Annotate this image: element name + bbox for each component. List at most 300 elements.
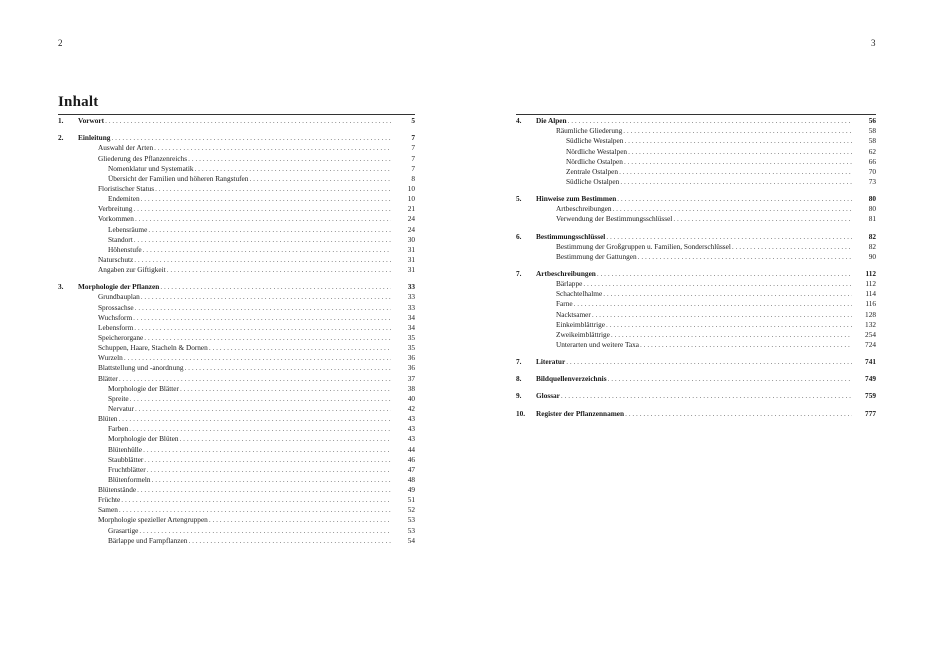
dot-leader	[583, 279, 852, 289]
toc-entry-title: Verbreitung	[98, 204, 133, 214]
dot-leader	[623, 126, 852, 136]
dot-leader	[144, 455, 391, 465]
toc-entry-leader	[78, 245, 391, 255]
toc-entry-leader	[536, 177, 852, 187]
toc-entry-leader	[78, 384, 391, 394]
toc-column-right	[516, 114, 876, 419]
toc-entry-title: Südliche Ostalpen	[566, 176, 620, 186]
toc-chapter-entry[interactable]	[516, 231, 876, 241]
toc-entry-title: Samen	[98, 505, 118, 515]
toc-entry-page: 35	[407, 343, 415, 353]
dot-leader	[624, 157, 852, 167]
toc-entry-page: 62	[868, 146, 876, 156]
toc-entry-page: 35	[407, 332, 415, 342]
dot-leader	[139, 526, 391, 536]
toc-entry-title: Spreite	[108, 393, 129, 403]
dot-leader	[592, 310, 852, 320]
dot-leader	[124, 353, 391, 363]
dot-leader	[129, 424, 391, 434]
toc-entry[interactable]	[58, 515, 415, 525]
toc-entry-number: 10.	[516, 408, 526, 418]
dot-leader	[574, 299, 852, 309]
toc-entry-leader	[78, 526, 391, 536]
toc-entry[interactable]	[516, 136, 876, 146]
toc-entry-leader	[78, 495, 391, 505]
toc-entry-leader	[536, 391, 852, 401]
toc-entry-page: 82	[868, 241, 876, 251]
toc-entry-leader	[536, 357, 852, 367]
toc-entry-leader	[536, 242, 852, 252]
toc-entry-page: 116	[865, 299, 876, 309]
toc-entry-title: Standort	[108, 234, 133, 244]
toc-entry-title: Sprossachse	[98, 302, 134, 312]
toc-entry[interactable]	[516, 309, 876, 319]
toc-entry-leader	[78, 394, 391, 404]
toc-entry-page: 66	[868, 156, 876, 166]
toc-entry-leader	[536, 269, 852, 279]
toc-entry-leader	[536, 126, 852, 136]
toc-entry-leader	[78, 133, 391, 143]
toc-entry-title: Gliederung des Pflanzenreichs	[98, 153, 188, 163]
toc-entry-title: Farne	[556, 299, 573, 309]
toc-entry[interactable]	[516, 167, 876, 177]
dot-leader	[209, 515, 391, 525]
toc-entry[interactable]	[58, 505, 415, 515]
toc-entry-number: 9.	[516, 391, 522, 401]
dot-leader	[185, 363, 391, 373]
toc-entry-title: Artbeschreibungen	[536, 268, 596, 278]
dot-leader	[611, 330, 852, 340]
toc-entry[interactable]	[58, 245, 415, 255]
toc-entry-leader	[536, 279, 852, 289]
toc-entry-page: 5	[411, 116, 415, 126]
toc-entry-page: 10	[407, 183, 415, 193]
toc-entry-title: Räumliche Gliederung	[556, 126, 623, 136]
toc-entry-leader	[78, 374, 391, 384]
dot-leader	[625, 409, 852, 419]
toc-entry-leader	[536, 147, 852, 157]
toc-entry-title: Bestimmungsschlüssel	[536, 231, 606, 241]
toc-chapter-entry[interactable]	[58, 133, 415, 143]
toc-entry[interactable]	[58, 184, 415, 194]
toc-entry-page: 31	[407, 265, 415, 275]
dot-leader	[135, 214, 391, 224]
toc-entry-leader	[78, 164, 391, 174]
dot-leader	[121, 495, 391, 505]
toc-entry-leader	[78, 323, 391, 333]
dot-leader	[195, 164, 391, 174]
toc-entry[interactable]	[58, 323, 415, 333]
toc-entry-title: Verwendung der Bestimmungsschlüssel	[556, 214, 673, 224]
toc-entry[interactable]	[58, 525, 415, 535]
dot-leader	[613, 204, 852, 214]
dot-leader	[606, 320, 852, 330]
toc-entry[interactable]	[516, 177, 876, 187]
toc-entry-page: 24	[407, 214, 415, 224]
toc-entry[interactable]	[58, 394, 415, 404]
toc-entry-title: Nervatur	[108, 403, 134, 413]
toc-entry-leader	[78, 434, 391, 444]
toc-entry-leader	[78, 154, 391, 164]
toc-entry-leader	[78, 292, 391, 302]
toc-entry-title: Angaben zur Giftigkeit	[98, 265, 166, 275]
toc-entry-page: 132	[865, 319, 876, 329]
toc-entry-page: 56	[868, 116, 876, 126]
toc-entry-page: 30	[407, 234, 415, 244]
toc-entry-number: 7.	[516, 268, 522, 278]
dot-leader	[673, 214, 852, 224]
dot-leader	[119, 505, 391, 515]
toc-entry-title: Nomenklatur und Systematik	[108, 163, 194, 173]
toc-entry-leader	[78, 143, 391, 153]
toc-entry-leader	[536, 136, 852, 146]
toc-entry-title: Schuppen, Haare, Stacheln & Dornen	[98, 343, 208, 353]
dot-leader	[133, 204, 391, 214]
toc-entry-title: Vorwort	[78, 116, 105, 126]
toc-entry-title: Einleitung	[78, 133, 111, 143]
toc-entry-leader	[78, 116, 391, 126]
toc-entry-page: 8	[411, 173, 415, 183]
dot-leader	[118, 414, 391, 424]
toc-entry-number: 6.	[516, 231, 522, 241]
toc-entry-leader	[78, 255, 391, 265]
toc-entry-leader	[78, 505, 391, 515]
dot-leader	[134, 235, 391, 245]
toc-entry-page: 44	[407, 444, 415, 454]
toc-entry[interactable]	[58, 164, 415, 174]
toc-entry[interactable]	[58, 495, 415, 505]
toc-entry-page: 51	[407, 495, 415, 505]
toc-entry-page: 749	[865, 374, 876, 384]
toc-entry[interactable]	[58, 265, 415, 275]
toc-entry-page: 81	[868, 214, 876, 224]
toc-entry-page: 42	[407, 403, 415, 413]
dot-leader	[160, 282, 391, 292]
toc-entry[interactable]	[516, 340, 876, 350]
toc-entry-leader	[78, 485, 391, 495]
toc-entry-leader	[536, 204, 852, 214]
toc-entry-title: Einkeimblättrige	[556, 319, 606, 329]
toc-entry-page: 33	[407, 282, 415, 292]
dot-leader	[167, 265, 391, 275]
toc-entry[interactable]	[58, 143, 415, 153]
dot-leader	[188, 536, 391, 546]
toc-entry-number: 5.	[516, 194, 522, 204]
toc-entry-page: 7	[411, 143, 415, 153]
toc-heading: Inhalt	[58, 94, 99, 110]
toc-entry[interactable]	[516, 299, 876, 309]
toc-entry-page: 49	[407, 485, 415, 495]
toc-entry-page: 80	[868, 204, 876, 214]
dot-leader	[180, 434, 391, 444]
toc-chapter-entry[interactable]	[58, 282, 415, 292]
dot-leader	[155, 184, 391, 194]
toc-entry[interactable]	[516, 157, 876, 167]
toc-entry[interactable]	[58, 235, 415, 245]
toc-entry-title: Zweikeimblättrige	[556, 329, 610, 339]
toc-entry-title: Bärlappe	[556, 279, 583, 289]
toc-entry-page: 90	[868, 251, 876, 261]
toc-entry-title: Unterarten und weitere Taxa	[556, 339, 640, 349]
toc-entry[interactable]	[58, 313, 415, 323]
dot-leader	[620, 177, 852, 187]
toc-entry-page: 112	[865, 279, 876, 289]
toc-entry-leader	[536, 310, 852, 320]
toc-entry[interactable]	[58, 214, 415, 224]
toc-entry-page: 38	[407, 383, 415, 393]
toc-entry-page: 777	[865, 408, 876, 418]
toc-entry[interactable]	[58, 153, 415, 163]
toc-entry-page: 82	[868, 231, 876, 241]
toc-entry-leader	[78, 353, 391, 363]
toc-entry[interactable]	[58, 333, 415, 343]
toc-entry-title: Floristischer Status	[98, 183, 155, 193]
top-rule	[516, 114, 876, 115]
dot-leader	[135, 303, 391, 313]
toc-entry[interactable]	[58, 414, 415, 424]
top-rule	[58, 114, 415, 115]
toc-entry-page: 36	[407, 363, 415, 373]
toc-entry-page: 46	[407, 454, 415, 464]
toc-entry-title: Nacktsamer	[556, 309, 591, 319]
toc-entry-page: 53	[407, 525, 415, 535]
toc-entry-title: Bestimmung der Großgruppen u. Familien, Sonderschlüssel	[556, 241, 731, 251]
dot-leader	[566, 357, 852, 367]
toc-entry[interactable]	[516, 242, 876, 252]
toc-chapter-entry[interactable]	[58, 116, 415, 126]
toc-entry-title: Speicherorgane	[98, 332, 144, 342]
toc-entry-leader	[78, 414, 391, 424]
toc-entry-page: 33	[407, 302, 415, 312]
dot-leader	[249, 174, 391, 184]
toc-entry[interactable]	[516, 146, 876, 156]
toc-entry-title: Blütenstände	[98, 485, 137, 495]
toc-entry-leader	[78, 174, 391, 184]
toc-entry-leader	[78, 445, 391, 455]
toc-entry[interactable]	[58, 363, 415, 373]
dot-leader	[133, 313, 391, 323]
dot-leader	[134, 323, 391, 333]
toc-entry-number: 4.	[516, 116, 522, 126]
toc-entry-leader	[78, 404, 391, 414]
toc-entry-page: 40	[407, 393, 415, 403]
toc-entry-leader	[78, 455, 391, 465]
dot-leader	[617, 194, 852, 204]
toc-entry[interactable]	[58, 194, 415, 204]
toc-entry-title: Naturschutz	[98, 254, 134, 264]
toc-entry-leader	[536, 409, 852, 419]
toc-chapter-entry[interactable]	[516, 116, 876, 126]
toc-entry[interactable]	[58, 455, 415, 465]
toc-entry[interactable]	[58, 174, 415, 184]
toc-entry-page: 73	[868, 176, 876, 186]
toc-entry-page: 724	[865, 339, 876, 349]
toc-entry-title: Lebensräume	[108, 224, 148, 234]
toc-entry-title: Blüten	[98, 414, 118, 424]
dot-leader	[628, 147, 852, 157]
toc-entry-leader	[78, 313, 391, 323]
toc-entry-title: Register der Pflanzennamen	[536, 408, 625, 418]
toc-chapter-entry[interactable]	[516, 269, 876, 279]
toc-entry[interactable]	[516, 320, 876, 330]
toc-entry-page: 53	[407, 515, 415, 525]
dot-leader	[134, 255, 391, 265]
toc-entry-leader	[78, 515, 391, 525]
dot-leader	[105, 116, 391, 126]
dot-leader	[152, 475, 391, 485]
toc-entry-leader	[78, 303, 391, 313]
toc-entry[interactable]	[516, 289, 876, 299]
toc-entry-page: 37	[407, 373, 415, 383]
dot-leader	[732, 242, 852, 252]
toc-entry-leader	[78, 204, 391, 214]
dot-leader	[144, 333, 391, 343]
toc-entry[interactable]	[58, 292, 415, 302]
toc-entry-title: Nördliche Westalpen	[566, 146, 628, 156]
dot-leader	[143, 245, 391, 255]
toc-entry[interactable]	[58, 224, 415, 234]
toc-entry-page: 7	[411, 163, 415, 173]
toc-entry-leader	[536, 320, 852, 330]
toc-entry[interactable]	[58, 475, 415, 485]
toc-entry-page: 31	[407, 254, 415, 264]
dot-leader	[561, 391, 852, 401]
page-number-left: 2	[58, 38, 63, 48]
toc-entry[interactable]	[58, 384, 415, 394]
toc-entry-page: 33	[407, 292, 415, 302]
toc-entry-leader	[78, 363, 391, 373]
toc-chapter-entry[interactable]	[516, 408, 876, 418]
toc-entry-title: Wurzeln	[98, 353, 123, 363]
toc-entry-title: Lebensform	[98, 322, 134, 332]
toc-entry[interactable]	[58, 465, 415, 475]
dot-leader	[568, 116, 852, 126]
toc-entry-title: Übersicht der Familien und höheren Rangstufen	[108, 173, 249, 183]
dot-leader	[188, 154, 391, 164]
dot-leader	[180, 384, 391, 394]
toc-entry-title: Endemiten	[108, 194, 140, 204]
toc-entry-leader	[78, 214, 391, 224]
toc-entry[interactable]	[58, 485, 415, 495]
toc-entry-page: 112	[865, 268, 876, 278]
toc-entry-page: 741	[865, 357, 876, 367]
toc-entry-leader	[536, 116, 852, 126]
toc-entry-page: 52	[407, 505, 415, 515]
toc-entry-title: Grasartige	[108, 525, 139, 535]
toc-entry-page: 43	[407, 414, 415, 424]
toc-entry-page: 34	[407, 312, 415, 322]
toc-entry-title: Vorkommen	[98, 214, 134, 224]
dot-leader	[111, 133, 391, 143]
toc-entry[interactable]	[58, 434, 415, 444]
toc-entry-title: Blütenformeln	[108, 474, 151, 484]
page-number-right: 3	[871, 38, 876, 48]
toc-entry-title: Fruchtblätter	[108, 464, 146, 474]
toc-entry-title: Schachtelhalme	[556, 289, 603, 299]
dot-leader	[154, 143, 391, 153]
toc-entry-title: Morphologie der Blätter	[108, 383, 179, 393]
toc-entry-page: 58	[868, 136, 876, 146]
toc-entry[interactable]	[58, 373, 415, 383]
toc-entry-leader	[536, 157, 852, 167]
toc-entry[interactable]	[516, 252, 876, 262]
toc-entry[interactable]	[58, 536, 415, 546]
toc-entry[interactable]	[58, 204, 415, 214]
toc-entry-title: Nördliche Ostalpen	[566, 156, 623, 166]
toc-entry[interactable]	[58, 444, 415, 454]
dot-leader	[624, 136, 852, 146]
toc-entry-page: 21	[407, 204, 415, 214]
toc-entry-title: Artbeschreibungen	[556, 204, 612, 214]
toc-entry-leader	[536, 214, 852, 224]
toc-entry-page: 47	[407, 464, 415, 474]
toc-entry[interactable]	[516, 279, 876, 289]
toc-entry-leader	[536, 289, 852, 299]
toc-entry[interactable]	[516, 214, 876, 224]
dot-leader	[597, 269, 852, 279]
toc-entry-leader	[78, 184, 391, 194]
toc-entry-title: Staubblätter	[108, 454, 144, 464]
toc-entry-title: Bestimmung der Gattungen	[556, 251, 637, 261]
toc-entry-title: Die Alpen	[536, 116, 567, 126]
toc-entry-leader	[78, 225, 391, 235]
toc-entry[interactable]	[516, 204, 876, 214]
toc-entry-page: 31	[407, 244, 415, 254]
toc-entry-page: 54	[407, 535, 415, 545]
toc-entry-leader	[78, 424, 391, 434]
toc-entry-number: 3.	[58, 282, 64, 292]
toc-chapter-entry[interactable]	[516, 391, 876, 401]
toc-entry-title: Bärlappe und Farnpflanzen	[108, 535, 188, 545]
toc-entry-page: 34	[407, 322, 415, 332]
toc-entry-title: Grundbauplan	[98, 292, 140, 302]
toc-entry[interactable]	[516, 330, 876, 340]
toc-entry-page: 759	[865, 391, 876, 401]
toc-entry-title: Morphologie spezieller Artengruppen	[98, 515, 208, 525]
toc-chapter-entry[interactable]	[516, 357, 876, 367]
toc-entry[interactable]	[58, 302, 415, 312]
toc-entry-page: 80	[868, 194, 876, 204]
toc-entry-title: Blütenhülle	[108, 444, 143, 454]
toc-entry-title: Hinweise zum Bestimmen	[536, 194, 617, 204]
toc-chapter-entry[interactable]	[516, 374, 876, 384]
toc-entry-leader	[78, 235, 391, 245]
toc-entry-leader	[536, 167, 852, 177]
toc-entry[interactable]	[516, 126, 876, 136]
toc-entry-title: Literatur	[536, 357, 566, 367]
toc-entry[interactable]	[58, 343, 415, 353]
toc-chapter-entry[interactable]	[516, 194, 876, 204]
toc-entry-leader	[78, 282, 391, 292]
toc-entry-title: Wuchsform	[98, 312, 133, 322]
toc-entry-page: 254	[865, 329, 876, 339]
toc-entry[interactable]	[58, 404, 415, 414]
dot-leader	[619, 167, 852, 177]
toc-entry-page: 7	[411, 153, 415, 163]
toc-entry-number: 2.	[58, 133, 64, 143]
toc-entry-page: 70	[868, 166, 876, 176]
toc-entry-title: Bildquellenverzeichnis	[536, 374, 607, 384]
toc-entry-title: Früchte	[98, 495, 121, 505]
toc-entry-page: 24	[407, 224, 415, 234]
toc-entry[interactable]	[58, 353, 415, 363]
toc-entry[interactable]	[58, 255, 415, 265]
dot-leader	[119, 374, 391, 384]
toc-entry-leader	[536, 252, 852, 262]
dot-leader	[147, 465, 391, 475]
toc-entry[interactable]	[58, 424, 415, 434]
dot-leader	[209, 343, 391, 353]
